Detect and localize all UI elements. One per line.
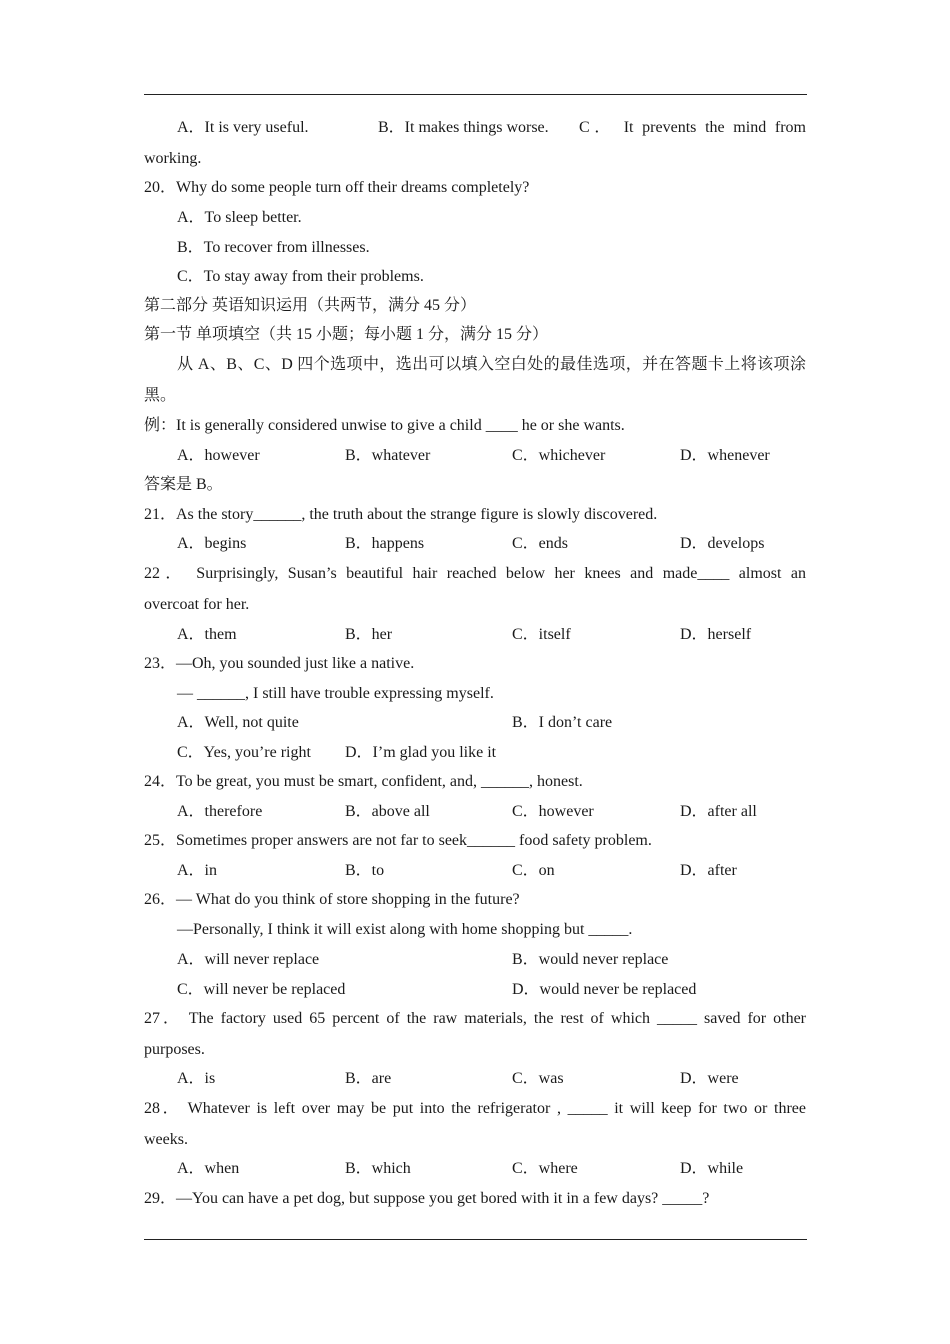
q26-option-d: D．would never be replaced (512, 981, 697, 998)
q23-stem: 23．—Oh, you sounded just like a native. (144, 655, 415, 672)
example-option-b: B．whatever (345, 447, 431, 464)
q27-stem: 27． The factory used 65 percent of the raw materials, the rest of which _____ saved for other (144, 1010, 806, 1027)
q19-option-c: C． It prevents the mind from (579, 119, 806, 136)
q25-stem: 25．Sometimes proper answers are not far to seek______ food safety problem. (144, 832, 652, 849)
q27-option-a: A．is (177, 1070, 216, 1087)
example-option-c: C．whichever (512, 447, 606, 464)
q24-option-d: D．after all (680, 803, 757, 820)
q21-option-b: B．happens (345, 535, 425, 552)
q22-option-d: D．herself (680, 626, 752, 643)
q26-option-c: C．will never be replaced (177, 981, 346, 998)
instruction-line-1: 从 A、B、C、D 四个选项中，选出可以填入空白处的最佳选项，并在答题卡上将该项涂 (177, 356, 806, 373)
q20-option-a: A．To sleep better. (177, 209, 302, 226)
q19-option-a: A．It is very useful. (177, 119, 309, 136)
q28-option-c: C．where (512, 1160, 578, 1177)
q23-option-c: C．Yes, you’re right (177, 744, 311, 761)
q27-option-b: B．are (345, 1070, 392, 1087)
q21-stem: 21．As the story______, the truth about the strange figure is slowly discovered. (144, 506, 658, 523)
q26-option-b: B．would never replace (512, 951, 669, 968)
q23-option-d: D．I’m glad you like it (345, 744, 497, 761)
q28-stem-wrap: weeks. (144, 1131, 188, 1148)
footer-rule (144, 1239, 807, 1240)
q29-stem: 29．—You can have a pet dog, but suppose you get bored with it in a few days? _____? (144, 1190, 710, 1207)
q21-option-d: D．develops (680, 535, 765, 552)
q27-stem-wrap: purposes. (144, 1041, 205, 1058)
example-stem: 例：It is generally considered unwise to give a child ____ he or she wants. (144, 417, 625, 434)
q27-option-d: D．were (680, 1070, 739, 1087)
q20-stem: 20．Why do some people turn off their dreams completely? (144, 179, 530, 196)
q26-reply: —Personally, I think it will exist along with home shopping but _____. (177, 921, 633, 938)
q25-option-b: B．to (345, 862, 385, 879)
q21-option-c: C．ends (512, 535, 569, 552)
q26-stem: 26．— What do you think of store shopping in the future? (144, 891, 520, 908)
q22-option-c: C．itself (512, 626, 571, 643)
q22-stem: 22． Surprisingly, Susan’s beautiful hair reached below her knees and made____ almost an (144, 565, 806, 582)
example-option-a: A．however (177, 447, 260, 464)
example-answer: 答案是 B。 (144, 476, 223, 493)
q25-option-a: A．in (177, 862, 218, 879)
q25-option-d: D．after (680, 862, 737, 879)
example-option-d: D．whenever (680, 447, 770, 464)
section1-title: 第一节 单项填空（共 15 小题；每小题 1 分，满分 15 分） (144, 326, 549, 343)
q21-option-a: A．begins (177, 535, 247, 552)
q23-reply: — ______, I still have trouble expressing myself. (177, 685, 494, 702)
q19-option-c-wrap: working. (144, 150, 202, 167)
q28-stem: 28． Whatever is left over may be put into the refrigerator , _____ it will keep for two or three (144, 1100, 806, 1117)
q25-option-c: C．on (512, 862, 555, 879)
q28-option-a: A．when (177, 1160, 240, 1177)
q23-option-a: A．Well, not quite (177, 714, 299, 731)
q28-option-b: B．which (345, 1160, 411, 1177)
q24-option-c: C．however (512, 803, 594, 820)
q28-option-d: D．while (680, 1160, 744, 1177)
q24-option-a: A．therefore (177, 803, 263, 820)
q26-option-a: A．will never replace (177, 951, 320, 968)
q22-option-a: A．them (177, 626, 237, 643)
instruction-line-2: 黑。 (144, 387, 177, 404)
q27-option-c: C．was (512, 1070, 564, 1087)
q24-stem: 24．To be great, you must be smart, confident, and, ______, honest. (144, 773, 583, 790)
q20-option-c: C．To stay away from their problems. (177, 268, 424, 285)
header-rule (144, 94, 807, 95)
q24-option-b: B．above all (345, 803, 430, 820)
q20-option-b: B．To recover from illnesses. (177, 239, 370, 256)
q22-option-b: B．her (345, 626, 393, 643)
q23-option-b: B．I don’t care (512, 714, 613, 731)
q19-option-b: B．It makes things worse. (378, 119, 549, 136)
part2-title: 第二部分 英语知识运用（共两节，满分 45 分） (144, 297, 477, 314)
q22-stem-wrap: overcoat for her. (144, 596, 250, 613)
